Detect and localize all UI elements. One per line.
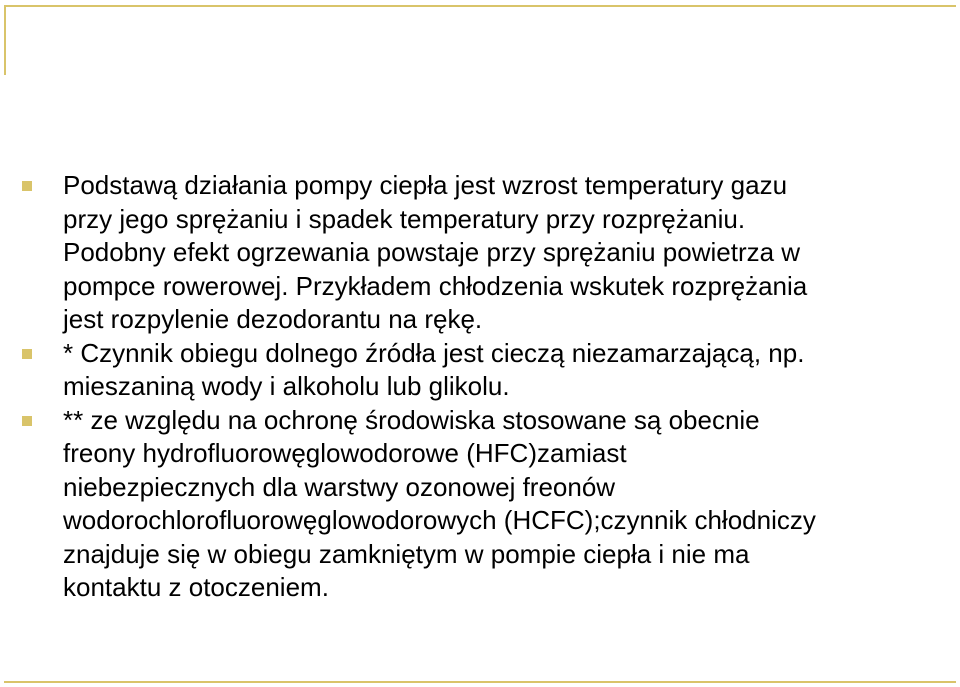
bullet-text-line: ** ze względu na ochronę środowiska stosowane są obecnie	[63, 404, 760, 435]
bullet-text-line: wodorochlorofluorowęglowodorowych (HCFC);czynnik chłodniczy	[63, 505, 816, 535]
bullet-text-line: Podobny efekt ogrzewania powstaje przy sprężaniu powietrza w	[63, 237, 801, 267]
frame-top-border	[4, 5, 956, 7]
bullet-text-line: kontaktu z otoczeniem.	[63, 572, 329, 602]
bullet-text-line: mieszaniną wody i alkoholu lub glikolu.	[63, 371, 510, 401]
frame-bottom-border	[4, 681, 956, 683]
bullet-text-line: * Czynnik obiegu dolnego źródła jest cieczą niezamarzającą, np.	[63, 337, 805, 368]
bullet-item-working-fluid	[22, 337, 950, 404]
bullet-text-line: jest rozpylenie dezodorantu na rękę.	[63, 304, 483, 334]
bullet-text-line: Podstawą działania pompy ciepła jest wzrost temperatury gazu	[63, 170, 788, 200]
bullet-item-heat-pump-principle	[22, 169, 950, 337]
bullet-text-line: freony hydrofluorowęglowodorowe (HFC)zamiast	[63, 438, 627, 468]
bullet-text-line: pompce rowerowej. Przykładem chłodzenia wskutek rozprężania	[63, 270, 808, 301]
bullet-text-line: znajduje się w obiegu zamkniętym w pompie ciepła i nie ma	[63, 538, 750, 569]
bullet-item-freons	[22, 404, 950, 605]
bullet-text-line: przy jego sprężaniu i spadek temperatury przy rozprężaniu.	[63, 203, 746, 234]
frame-left-border	[4, 5, 6, 75]
square-bullet-icon	[22, 181, 32, 191]
square-bullet-icon	[22, 416, 32, 426]
square-bullet-icon	[22, 349, 32, 359]
bullet-list	[22, 169, 950, 605]
bullet-text-line: niebezpiecznych dla warstwy ozonowej freonów	[63, 471, 616, 502]
